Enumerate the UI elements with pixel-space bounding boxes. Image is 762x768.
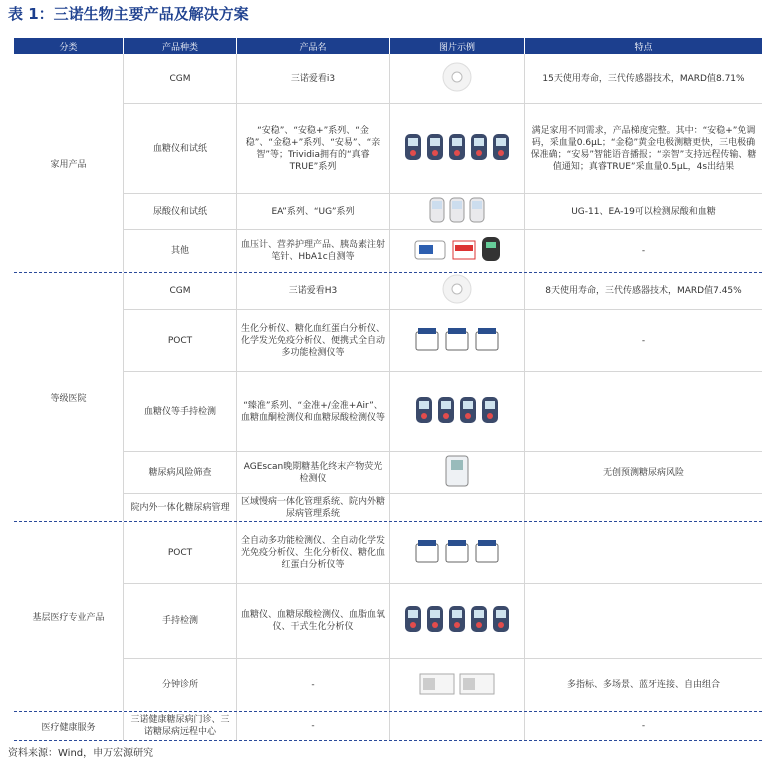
blood-pressure-monitor-icon bbox=[413, 237, 447, 265]
analyzer-icon bbox=[444, 326, 470, 356]
uric-acid-meter-icon bbox=[429, 197, 445, 227]
category-group bbox=[14, 273, 762, 522]
feature-cell bbox=[525, 372, 762, 451]
glucose-meter-icon bbox=[437, 396, 455, 428]
uric-acid-meter-icon bbox=[449, 197, 465, 227]
table-row bbox=[124, 310, 762, 372]
analyzer-icon bbox=[474, 326, 500, 356]
product-type-cell: 手持检测 bbox=[124, 584, 237, 658]
glucose-meter-icon bbox=[448, 133, 466, 165]
feature-cell: 15天使用寿命，三代传感器技术，MARD值8.71% bbox=[542, 73, 745, 84]
feature-cell: 多指标、多场景、蓝牙连接、自由组合 bbox=[566, 680, 720, 690]
analyzer-icon bbox=[414, 326, 440, 356]
clinic-station-icon bbox=[459, 670, 495, 700]
glucose-meter-icon bbox=[426, 605, 444, 637]
category-name: 基层医疗专业产品 bbox=[14, 522, 124, 711]
product-name-cell: AGEscan晚期糖基化终末产物荧光检测仪 bbox=[237, 452, 390, 493]
product-name-cell: EA”系列、“UG”系列 bbox=[237, 194, 390, 229]
feature-cell: - bbox=[641, 246, 646, 256]
product-name-cell: 三诺爱看H3 bbox=[237, 273, 390, 309]
product-type-cell: CGM bbox=[124, 273, 237, 309]
product-name-cell: “安稳”、“安稳+”系列、“金稳”、“金稳+”系列、“安易”、“亲智”等；Trividia拥有的“真睿TRUE”系列 bbox=[237, 104, 390, 193]
glucose-meter-icon bbox=[415, 396, 433, 428]
image-example-cell bbox=[390, 54, 525, 103]
header-category: 分类 bbox=[14, 38, 124, 54]
header-image-example: 图片示例 bbox=[390, 38, 525, 54]
table-header bbox=[14, 38, 762, 54]
table-row bbox=[124, 712, 762, 740]
ages-scanner-icon bbox=[442, 454, 472, 492]
glucose-meter-icon bbox=[404, 133, 422, 165]
image-example-cell bbox=[390, 659, 525, 711]
category-name: 等级医院 bbox=[14, 273, 124, 521]
product-type-cell: 院内外一体化糖尿病管理 bbox=[124, 494, 237, 521]
product-name-cell: 血压计、营养护理产品、胰岛素注射笔针、HbA1c自测等 bbox=[237, 230, 390, 272]
glucose-meter-icon bbox=[448, 605, 466, 637]
table-title: 表 1：三诺生物主要产品及解决方案 bbox=[8, 5, 249, 23]
feature-cell bbox=[525, 522, 762, 583]
source-note: 资料来源：Wind，申万宏源研究 bbox=[8, 748, 154, 759]
product-type-cell: 血糖仪和试纸 bbox=[124, 104, 237, 193]
glucose-meter-icon bbox=[492, 133, 510, 165]
glucose-meter-icon bbox=[426, 133, 444, 165]
product-name-cell: 全自动多功能检测仪、全自动化学发光免疫分析仪、生化分析仪、糖化血红蛋白分析仪等 bbox=[237, 522, 390, 583]
image-example-cell bbox=[390, 194, 525, 229]
table-row bbox=[124, 194, 762, 230]
feature-cell: - bbox=[641, 335, 646, 346]
glucose-meter-icon bbox=[470, 605, 488, 637]
image-example-cell bbox=[390, 372, 525, 451]
product-type-cell: 血糖仪等手持检测 bbox=[124, 372, 237, 451]
glucose-meter-icon bbox=[470, 133, 488, 165]
image-example-cell bbox=[390, 273, 525, 309]
table-row bbox=[124, 273, 762, 310]
table-row bbox=[124, 372, 762, 452]
product-type-cell: 三诺健康糖尿病门诊、三诺糖尿病远程中心 bbox=[124, 712, 237, 740]
analyzer-icon bbox=[474, 538, 500, 568]
feature-cell: 无创预测糖尿病风险 bbox=[602, 467, 684, 478]
image-example-cell bbox=[390, 452, 525, 493]
product-type-cell: POCT bbox=[124, 310, 237, 371]
hba1c-meter-icon bbox=[481, 236, 501, 266]
product-type-cell: POCT bbox=[124, 522, 237, 583]
table-row bbox=[124, 230, 762, 272]
product-table bbox=[14, 38, 762, 741]
glucose-meter-icon bbox=[404, 605, 422, 637]
table-row bbox=[124, 452, 762, 494]
table-row bbox=[124, 104, 762, 194]
feature-cell: 满足家用不同需求，产品梯度完整。其中：“安稳+”免调码，采血量0.6μL；“金稳”黄金电极测糖更快，三电极确保准确；“安易”智能语音播报；“亲智”支持远程传输、糖值通知；真睿TRUE”采血量0.5μL，4s出结果 bbox=[530, 125, 757, 172]
image-example-cell bbox=[390, 584, 525, 658]
category-name: 家用产品 bbox=[14, 54, 124, 272]
image-example-cell bbox=[390, 494, 525, 521]
category-name: 医疗健康服务 bbox=[14, 712, 124, 740]
table-row bbox=[124, 584, 762, 659]
feature-cell bbox=[525, 584, 762, 658]
product-name-cell: 生化分析仪、糖化血红蛋白分析仪、化学发光免疫分析仪、便携式全自动多功能检测仪等 bbox=[237, 310, 390, 371]
image-example-cell bbox=[390, 522, 525, 583]
feature-cell: - bbox=[641, 721, 646, 731]
table-row bbox=[124, 659, 762, 711]
header-product-name: 产品名 bbox=[237, 38, 390, 54]
product-name-cell: 三诺爱看i3 bbox=[237, 54, 390, 103]
header-product-type: 产品种类 bbox=[124, 38, 237, 54]
table-row bbox=[124, 54, 762, 104]
product-type-cell: 糖尿病风险筛查 bbox=[124, 452, 237, 493]
category-group bbox=[14, 522, 762, 712]
cgm-sensor-icon bbox=[441, 61, 473, 97]
product-name-cell: - bbox=[237, 659, 390, 711]
analyzer-icon bbox=[414, 538, 440, 568]
category-group bbox=[14, 712, 762, 741]
category-group bbox=[14, 54, 762, 273]
image-example-cell bbox=[390, 310, 525, 371]
uric-acid-meter-icon bbox=[469, 197, 485, 227]
analyzer-icon bbox=[444, 538, 470, 568]
product-name-cell: - bbox=[237, 712, 390, 740]
header-features: 特点 bbox=[634, 42, 653, 53]
clinic-station-icon bbox=[419, 670, 455, 700]
table-body bbox=[14, 54, 762, 741]
image-example-cell bbox=[390, 104, 525, 193]
product-type-cell: 尿酸仪和试纸 bbox=[124, 194, 237, 229]
product-type-cell: 分钟诊所 bbox=[124, 659, 237, 711]
feature-cell: 8天使用寿命，三代传感器技术，MARD值7.45% bbox=[545, 286, 742, 296]
product-name-cell: “臻准”系列、“金准+/金准+Air”、血糖血酮检测仪和血糖尿酸检测仪等 bbox=[237, 372, 390, 451]
cgm-sensor-icon bbox=[441, 273, 473, 309]
product-type-cell: 其他 bbox=[124, 230, 237, 272]
product-type-cell: CGM bbox=[124, 54, 237, 103]
feature-cell bbox=[525, 494, 762, 521]
nutrition-product-icon bbox=[451, 237, 477, 265]
table-row bbox=[124, 522, 762, 584]
table-row bbox=[124, 494, 762, 521]
glucose-meter-icon bbox=[492, 605, 510, 637]
product-name-cell: 血糖仪、血糖尿酸检测仪、血脂血氧仪、干式生化分析仪 bbox=[237, 584, 390, 658]
feature-cell: UG-11、EA-19可以检测尿酸和血糖 bbox=[571, 206, 716, 217]
image-example-cell bbox=[390, 230, 525, 272]
image-example-cell bbox=[390, 712, 525, 740]
glucose-meter-icon bbox=[459, 396, 477, 428]
glucose-meter-icon bbox=[481, 396, 499, 428]
product-name-cell: 区域慢病一体化管理系统、院内外糖尿病管理系统 bbox=[237, 494, 390, 521]
